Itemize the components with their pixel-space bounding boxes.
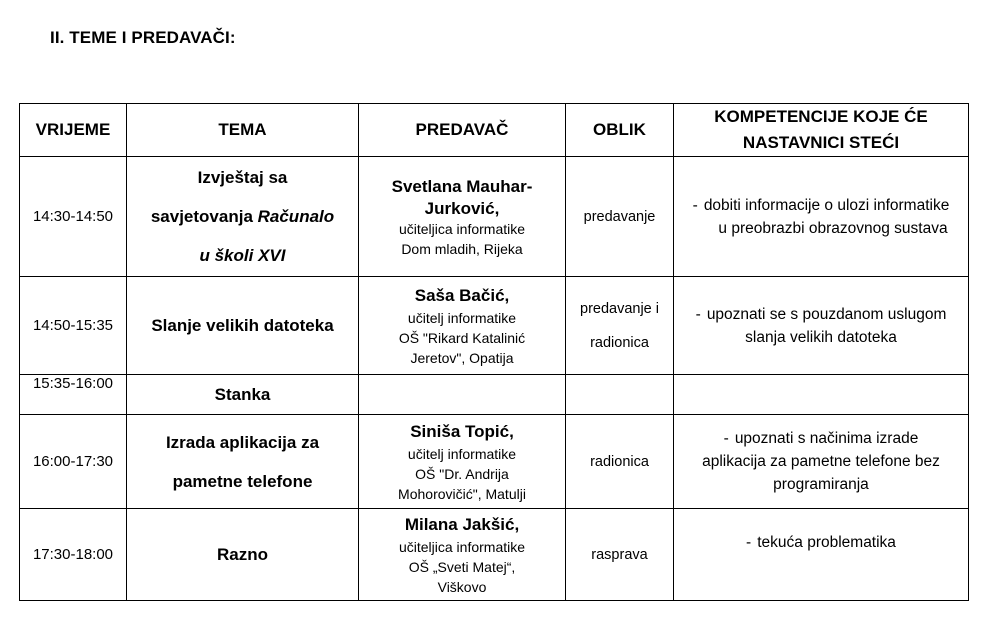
time-text: 15:35-16:00 (32, 375, 114, 392)
col-header-predavac: PREDAVAČ (359, 104, 566, 157)
kompetencije-cell (674, 375, 969, 415)
oblik-line: predavanje i (580, 300, 659, 317)
col-header-kompetencije-line2: NASTAVNICI STEĆI (742, 133, 900, 152)
predavac-org: Viškovo (437, 579, 487, 595)
kompetencije-line: u preobrazbi obrazovnog sustava (718, 219, 948, 237)
predavac-title: učitelj informatike (407, 310, 517, 326)
kompetencije-line (674, 531, 968, 554)
kompetencije-text: dobiti informacije o ulozi informatike (703, 196, 950, 214)
kompetencije-cell (674, 157, 969, 277)
predavac-org: Dom mladih, Rijeka (401, 241, 523, 257)
kompetencije-cell (674, 415, 969, 509)
table-row (20, 157, 969, 277)
oblik-cell (566, 375, 674, 415)
col-header-kompetencije-line1: KOMPETENCIJE KOJE ĆE (714, 107, 928, 126)
tema-cell (127, 415, 359, 509)
kompetencije-line (674, 194, 968, 217)
kompetencije-text: upoznati se s pouzdanom uslugom (706, 305, 947, 323)
tema-cell (127, 157, 359, 277)
tema-line: Razno (217, 544, 268, 564)
col-header-oblik: OBLIK (566, 104, 674, 157)
predavac-name: Siniša Topić, (410, 422, 514, 441)
kompetencije-text: tekuća problematika (757, 534, 896, 551)
tema-line: Slanje velikih datoteka (151, 315, 334, 335)
time-text: 16:00-17:30 (32, 453, 114, 470)
tema-line: pametne telefone (172, 471, 313, 491)
time-cell (20, 375, 127, 415)
table-header-row (20, 104, 969, 157)
tema-italic-text: u školi XVI (199, 246, 286, 265)
oblik-line: radionica (590, 334, 649, 351)
dash-marker: - (746, 534, 752, 551)
predavac-cell (359, 157, 566, 277)
predavac-org: Mohorovičić", Matulji (398, 486, 526, 502)
tema-italic-text: Računalo (257, 207, 335, 226)
col-header-kompetencije (674, 104, 969, 157)
table-row (20, 509, 969, 601)
table-row (20, 415, 969, 509)
kompetencije-line: programiranja (773, 476, 869, 493)
time-cell (20, 415, 127, 509)
predavac-name: Jurković, (424, 199, 500, 218)
predavac-name: Saša Bačić, (414, 286, 510, 305)
time-cell (20, 157, 127, 277)
tema-line: Izrada aplikacija za (165, 432, 320, 452)
dash-marker: - (695, 305, 701, 323)
predavac-org: OŠ "Dr. Andrija (415, 466, 509, 482)
oblik-text: radionica (590, 453, 649, 470)
time-cell (20, 509, 127, 601)
tema-cell (127, 509, 359, 601)
time-text: 14:30-14:50 (32, 208, 114, 225)
col-header-tema: TEMA (127, 104, 359, 157)
tema-line (127, 197, 358, 236)
table-row (20, 375, 969, 415)
tema-line (127, 236, 358, 275)
predavac-cell (359, 375, 566, 415)
predavac-title: učitelj informatike (407, 446, 517, 462)
oblik-cell (566, 277, 674, 375)
time-text: 17:30-18:00 (32, 546, 114, 563)
kompetencije-line (674, 303, 968, 326)
table-row (20, 277, 969, 375)
tema-line: Stanka (214, 384, 271, 404)
oblik-text: predavanje (583, 208, 656, 225)
oblik-cell (566, 509, 674, 601)
oblik-cell (566, 157, 674, 277)
col-header-vrijeme: VRIJEME (20, 104, 127, 157)
oblik-cell (566, 415, 674, 509)
kompetencije-cell (674, 509, 969, 601)
predavac-org: OŠ „Sveti Matej“, (408, 559, 516, 575)
section-heading: II. TEME I PREDAVAČI: (50, 28, 236, 47)
predavac-title: učiteljica informatike (398, 221, 526, 237)
schedule-table (19, 103, 969, 601)
tema-cell (127, 277, 359, 375)
predavac-name: Svetlana Mauhar- (391, 177, 533, 196)
predavac-cell (359, 509, 566, 601)
time-text: 14:50-15:35 (32, 317, 114, 334)
kompetencije-line: aplikacija za pametne telefone bez (702, 453, 940, 470)
dash-marker: - (723, 430, 729, 447)
predavac-org: OŠ "Rikard Katalinić (398, 330, 526, 346)
tema-line: Izvještaj sa (197, 168, 288, 187)
dash-marker: - (692, 196, 698, 214)
oblik-text: rasprava (591, 546, 648, 563)
tema-cell (127, 375, 359, 415)
predavac-name: Milana Jakšić, (404, 515, 520, 534)
kompetencije-line (674, 427, 968, 450)
kompetencije-cell (674, 277, 969, 375)
tema-text: savjetovanja (150, 207, 258, 226)
predavac-org: Jeretov", Opatija (410, 350, 514, 366)
predavac-title: učiteljica informatike (398, 539, 526, 555)
time-cell (20, 277, 127, 375)
predavac-cell (359, 415, 566, 509)
kompetencije-line: slanja velikih datoteka (745, 328, 897, 346)
kompetencije-text: upoznati s načinima izrade (734, 430, 919, 447)
predavac-cell (359, 277, 566, 375)
